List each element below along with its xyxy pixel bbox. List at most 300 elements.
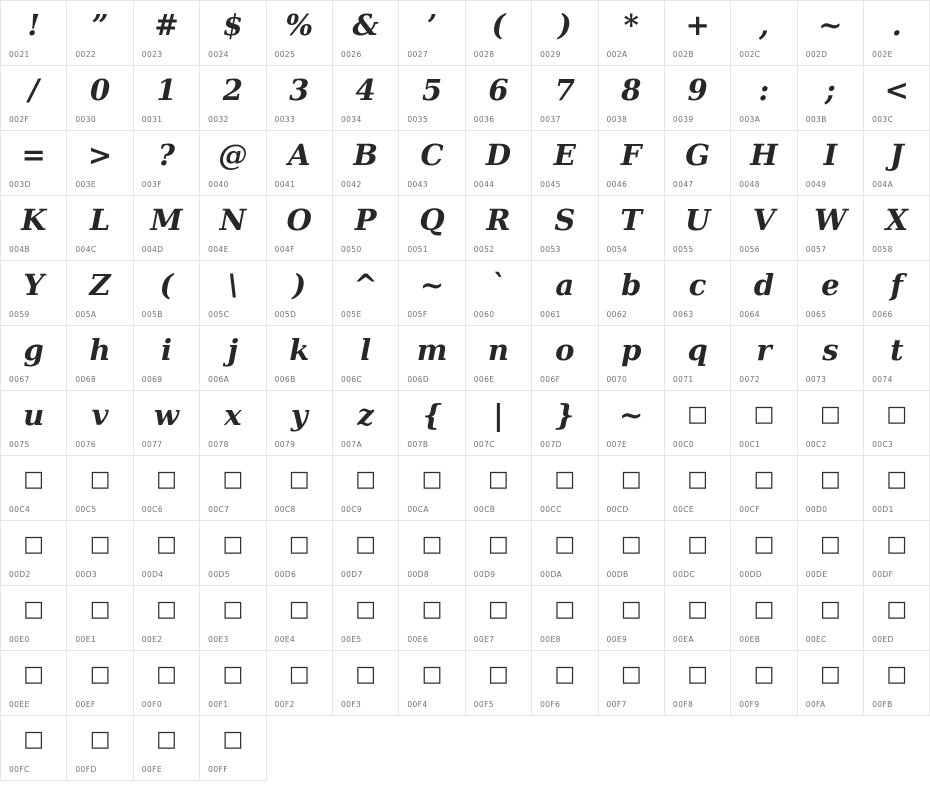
character-cell[interactable] [532,196,598,261]
missing-glyph-icon: □ [89,662,111,687]
character-code: 0027 [407,50,429,59]
character-cell[interactable] [599,1,665,66]
character-cell[interactable] [1,261,67,326]
character-cell[interactable] [599,66,665,131]
character-cell[interactable] [200,456,266,521]
character-code: 007C [473,440,495,449]
character-glyph: p [621,333,642,367]
character-cell[interactable] [399,586,465,651]
character-cell[interactable] [134,391,200,456]
character-cell[interactable] [200,131,266,196]
character-code: 00D0 [805,505,828,514]
character-code: 007D [540,440,562,449]
character-code: 00EF [75,700,96,709]
character-code: 002F [9,115,30,124]
missing-glyph-icon: □ [288,662,310,687]
missing-glyph-icon: □ [488,532,509,557]
character-cell[interactable] [864,261,930,326]
character-cell[interactable] [532,261,598,326]
character-cell[interactable] [599,131,665,196]
missing-glyph-icon: □ [488,662,509,687]
character-cell[interactable] [1,196,67,261]
character-cell[interactable] [67,196,133,261]
character-cell[interactable] [399,326,465,391]
character-cell[interactable] [267,261,333,326]
character-cell[interactable] [1,1,67,66]
character-cell[interactable] [1,651,67,716]
character-cell[interactable] [134,131,200,196]
character-cell[interactable] [333,326,399,391]
character-cell[interactable] [466,456,532,521]
character-code: 0056 [739,245,760,254]
character-code: 00F6 [540,700,561,709]
missing-glyph-icon: □ [222,597,244,622]
character-cell[interactable] [200,66,266,131]
character-code: 006A [208,375,230,384]
character-cell[interactable] [798,261,864,326]
character-glyph: B [353,138,378,172]
character-glyph: w [153,398,179,432]
character-cell[interactable] [333,1,399,66]
character-cell[interactable] [399,66,465,131]
character-cell[interactable] [665,1,731,66]
character-glyph: 3 [289,73,310,107]
character-cell[interactable] [134,66,200,131]
character-glyph: L [89,203,111,237]
character-glyph: b [621,268,642,302]
character-code: 007E [606,440,628,449]
character-code: 00D7 [340,570,363,579]
character-cell[interactable] [599,261,665,326]
character-cell[interactable] [599,456,665,521]
character-code: 00F0 [141,700,163,709]
missing-glyph-icon: □ [886,662,908,687]
character-cell[interactable] [731,66,797,131]
character-cell[interactable] [200,651,266,716]
character-code: 00D2 [9,570,31,579]
character-cell[interactable] [665,521,731,586]
character-cell[interactable] [798,391,864,456]
character-cell[interactable] [864,196,930,261]
character-cell[interactable] [134,586,200,651]
character-cell[interactable] [333,456,399,521]
character-cell[interactable] [798,456,864,521]
character-cell[interactable] [67,651,133,716]
character-cell[interactable] [665,66,731,131]
character-cell[interactable] [1,716,67,781]
character-cell[interactable] [532,131,598,196]
character-glyph: i [160,333,172,367]
character-code: 0059 [9,310,30,319]
character-cell[interactable] [532,651,598,716]
character-glyph: 7 [554,73,575,107]
missing-glyph-icon: □ [23,727,45,752]
character-cell[interactable] [333,391,399,456]
character-glyph: 6 [488,73,509,107]
character-cell[interactable] [665,651,731,716]
character-glyph: t [890,333,904,367]
character-code: 0030 [75,115,97,124]
character-cell[interactable] [731,521,797,586]
missing-glyph-icon: □ [819,662,841,687]
character-cell[interactable] [599,586,665,651]
character-code: 00D5 [208,570,230,579]
character-glyph: ` [491,268,506,302]
character-code: 00C8 [274,505,296,514]
missing-glyph-icon: □ [156,532,177,557]
missing-glyph-icon: □ [687,467,708,492]
character-cell[interactable] [665,456,731,521]
character-code: 00DB [606,570,629,579]
character-cell[interactable] [1,66,67,131]
character-cell[interactable] [134,651,200,716]
character-glyph: j [227,333,239,367]
missing-glyph-icon: □ [288,532,310,557]
character-cell[interactable] [864,521,930,586]
character-cell[interactable] [267,1,333,66]
character-cell[interactable] [599,521,665,586]
character-code: 00D8 [407,570,430,579]
character-code: 006E [473,375,495,384]
character-cell[interactable] [399,456,465,521]
character-cell[interactable] [67,391,133,456]
character-cell[interactable] [333,261,399,326]
character-cell[interactable] [1,521,67,586]
character-code: 007B [407,440,429,449]
character-glyph: @ [218,138,248,172]
character-cell[interactable] [599,651,665,716]
character-code: 0045 [540,180,561,189]
character-code: 0031 [141,115,163,124]
character-cell[interactable] [67,586,133,651]
character-cell[interactable] [466,521,532,586]
character-code: 0050 [340,245,362,254]
character-code: 0065 [805,310,827,319]
missing-glyph-icon: □ [687,597,708,622]
character-cell[interactable] [134,261,200,326]
character-cell[interactable] [267,391,333,456]
character-glyph: o [555,333,575,367]
character-code: 007A [340,440,362,449]
character-cell[interactable] [731,651,797,716]
character-cell[interactable] [466,131,532,196]
missing-glyph-icon: □ [753,662,775,687]
character-cell[interactable] [1,131,67,196]
character-code: 0061 [540,310,561,319]
character-cell[interactable] [267,521,333,586]
character-code: 005F [407,310,428,319]
character-cell[interactable] [200,391,266,456]
character-glyph: , [758,8,770,42]
character-cell[interactable] [333,66,399,131]
character-code: 00EB [739,635,761,644]
character-cell[interactable] [333,521,399,586]
character-cell[interactable] [67,131,133,196]
character-cell[interactable] [399,261,465,326]
character-cell[interactable] [798,651,864,716]
missing-glyph-icon: □ [886,402,908,427]
character-cell[interactable] [798,586,864,651]
character-cell[interactable] [134,196,200,261]
character-cell[interactable] [532,391,598,456]
character-code: 0077 [141,440,163,449]
character-cell[interactable] [599,391,665,456]
character-code: 0072 [739,375,760,384]
character-code: 0040 [208,180,229,189]
character-cell[interactable] [731,261,797,326]
character-glyph: r [756,333,772,367]
character-cell[interactable] [134,1,200,66]
character-cell[interactable] [1,326,67,391]
character-cell[interactable] [333,196,399,261]
missing-glyph-icon: □ [23,532,45,557]
character-cell[interactable] [67,456,133,521]
character-cell[interactable] [532,66,598,131]
character-cell[interactable] [134,716,200,781]
character-glyph: % [285,8,314,42]
character-cell[interactable] [267,66,333,131]
character-cell[interactable] [798,66,864,131]
character-code: 00E2 [141,635,163,644]
character-cell[interactable] [798,196,864,261]
character-code: 005C [208,310,230,319]
character-glyph: ^ [353,268,378,302]
character-code: 00FB [872,700,893,709]
character-cell[interactable] [67,326,133,391]
character-glyph: ’ [426,8,438,42]
character-code: 0064 [739,310,760,319]
character-glyph: 9 [687,73,708,107]
character-code: 00CA [407,505,429,514]
character-code: 00C3 [872,440,894,449]
character-cell[interactable] [67,66,133,131]
missing-glyph-icon: □ [620,467,642,492]
missing-glyph-icon: □ [222,727,244,752]
character-code: 00FA [805,700,826,709]
missing-glyph-icon: □ [222,467,244,492]
character-cell[interactable] [267,326,333,391]
character-cell[interactable] [399,521,465,586]
character-cell[interactable] [864,391,930,456]
character-glyph: 0 [89,73,111,107]
character-code: 002B [672,50,694,59]
character-cell[interactable] [267,196,333,261]
character-cell[interactable] [864,66,930,131]
character-cell[interactable] [200,196,266,261]
character-cell[interactable] [864,326,930,391]
character-code: 00E4 [274,635,296,644]
character-cell[interactable] [1,456,67,521]
character-code: 00F7 [606,700,627,709]
character-glyph: W [814,203,847,237]
character-cell[interactable] [399,391,465,456]
missing-glyph-icon: □ [819,532,841,557]
character-code: 0035 [407,115,429,124]
missing-glyph-icon: □ [753,532,775,557]
character-glyph: m [416,333,448,367]
missing-glyph-icon: □ [687,532,708,557]
character-cell[interactable] [267,456,333,521]
missing-glyph-icon: □ [753,597,775,622]
missing-glyph-icon: □ [421,532,443,557]
character-cell[interactable] [399,196,465,261]
character-code: 00DF [872,570,894,579]
character-cell[interactable] [134,521,200,586]
character-code: 0039 [672,115,694,124]
character-cell[interactable] [200,1,266,66]
character-cell[interactable] [864,1,930,66]
character-cell[interactable] [200,261,266,326]
character-code: 00C9 [340,505,363,514]
character-code: 0070 [606,375,628,384]
character-cell[interactable] [466,391,532,456]
character-glyph: h [89,333,111,367]
character-cell[interactable] [665,391,731,456]
character-glyph: = [21,138,46,172]
character-cell[interactable] [399,651,465,716]
character-cell[interactable] [599,196,665,261]
character-code: 00C1 [739,440,761,449]
character-cell[interactable] [200,521,266,586]
character-cell[interactable] [599,326,665,391]
character-code: 00DE [805,570,828,579]
character-cell[interactable] [798,326,864,391]
character-glyph: : [758,73,770,107]
character-cell[interactable] [200,716,266,781]
character-glyph: * [623,8,639,42]
missing-glyph-icon: □ [886,467,908,492]
character-code: 006D [407,375,430,384]
character-cell[interactable] [864,651,930,716]
missing-glyph-icon: □ [421,467,443,492]
character-cell[interactable] [665,261,731,326]
character-code: 00F4 [407,700,428,709]
character-cell[interactable] [864,586,930,651]
character-cell[interactable] [267,586,333,651]
character-code: 00ED [872,635,894,644]
character-cell[interactable] [532,586,598,651]
character-code: 004E [208,245,229,254]
character-cell[interactable] [134,326,200,391]
character-cell[interactable] [267,131,333,196]
character-cell[interactable] [665,131,731,196]
character-cell[interactable] [864,456,930,521]
character-cell[interactable] [333,131,399,196]
character-cell[interactable] [267,651,333,716]
character-cell[interactable] [665,586,731,651]
character-cell[interactable] [67,521,133,586]
character-code: 0043 [407,180,429,189]
character-glyph: | [493,398,504,432]
character-cell[interactable] [864,131,930,196]
missing-glyph-icon: □ [421,662,443,687]
character-glyph: X [885,203,909,237]
character-glyph: g [23,333,44,367]
missing-glyph-icon: □ [355,467,377,492]
character-code: 0047 [672,180,694,189]
character-cell[interactable] [731,131,797,196]
character-cell[interactable] [466,66,532,131]
character-code: 0063 [672,310,694,319]
character-cell[interactable] [665,196,731,261]
character-glyph: a [555,268,575,302]
character-cell[interactable] [1,586,67,651]
character-cell[interactable] [67,261,133,326]
character-cell[interactable] [67,1,133,66]
character-code: 0051 [407,245,429,254]
character-cell[interactable] [466,651,532,716]
missing-glyph-icon: □ [23,597,45,622]
character-cell[interactable] [333,586,399,651]
character-cell[interactable] [1,391,67,456]
character-code: 0036 [473,115,495,124]
character-cell[interactable] [798,1,864,66]
character-cell[interactable] [466,261,532,326]
character-cell[interactable] [466,1,532,66]
character-code: 0075 [9,440,30,449]
character-cell[interactable] [532,521,598,586]
character-code: 0058 [872,245,893,254]
character-cell[interactable] [466,586,532,651]
missing-glyph-icon: □ [819,402,841,427]
character-cell[interactable] [731,391,797,456]
character-cell[interactable] [731,456,797,521]
character-cell[interactable] [731,196,797,261]
missing-glyph-icon: □ [554,467,576,492]
character-code: 0033 [274,115,296,124]
character-glyph: D [485,138,511,172]
character-code: 0060 [473,310,495,319]
character-glyph: s [822,333,839,367]
character-code: 0042 [340,180,362,189]
character-cell[interactable] [200,326,266,391]
character-glyph: + [685,8,710,42]
character-cell[interactable] [200,586,266,651]
character-cell[interactable] [466,196,532,261]
missing-glyph-icon: □ [620,662,642,687]
character-cell[interactable] [731,326,797,391]
character-glyph: ( [159,268,174,302]
character-code: 00EE [9,700,30,709]
missing-glyph-icon: □ [554,597,576,622]
character-cell[interactable] [134,456,200,521]
character-code: 002D [805,50,828,59]
character-code: 00C2 [805,440,827,449]
character-cell[interactable] [399,1,465,66]
character-code: 0066 [872,310,893,319]
character-cell[interactable] [333,651,399,716]
character-cell[interactable] [532,326,598,391]
character-code: 00D9 [473,570,496,579]
character-code: 00EA [672,635,694,644]
character-cell[interactable] [798,131,864,196]
character-code: 0069 [141,375,163,384]
character-cell[interactable] [532,456,598,521]
character-code: 0025 [274,50,296,59]
character-glyph: T [620,203,642,237]
character-cell[interactable] [399,131,465,196]
character-cell[interactable] [798,521,864,586]
character-cell[interactable] [532,1,598,66]
character-code: 0028 [473,50,495,59]
character-cell[interactable] [731,1,797,66]
character-cell[interactable] [67,716,133,781]
character-cell[interactable] [466,326,532,391]
missing-glyph-icon: □ [23,662,45,687]
character-cell[interactable] [731,586,797,651]
character-cell[interactable] [665,326,731,391]
missing-glyph-icon: □ [620,597,642,622]
